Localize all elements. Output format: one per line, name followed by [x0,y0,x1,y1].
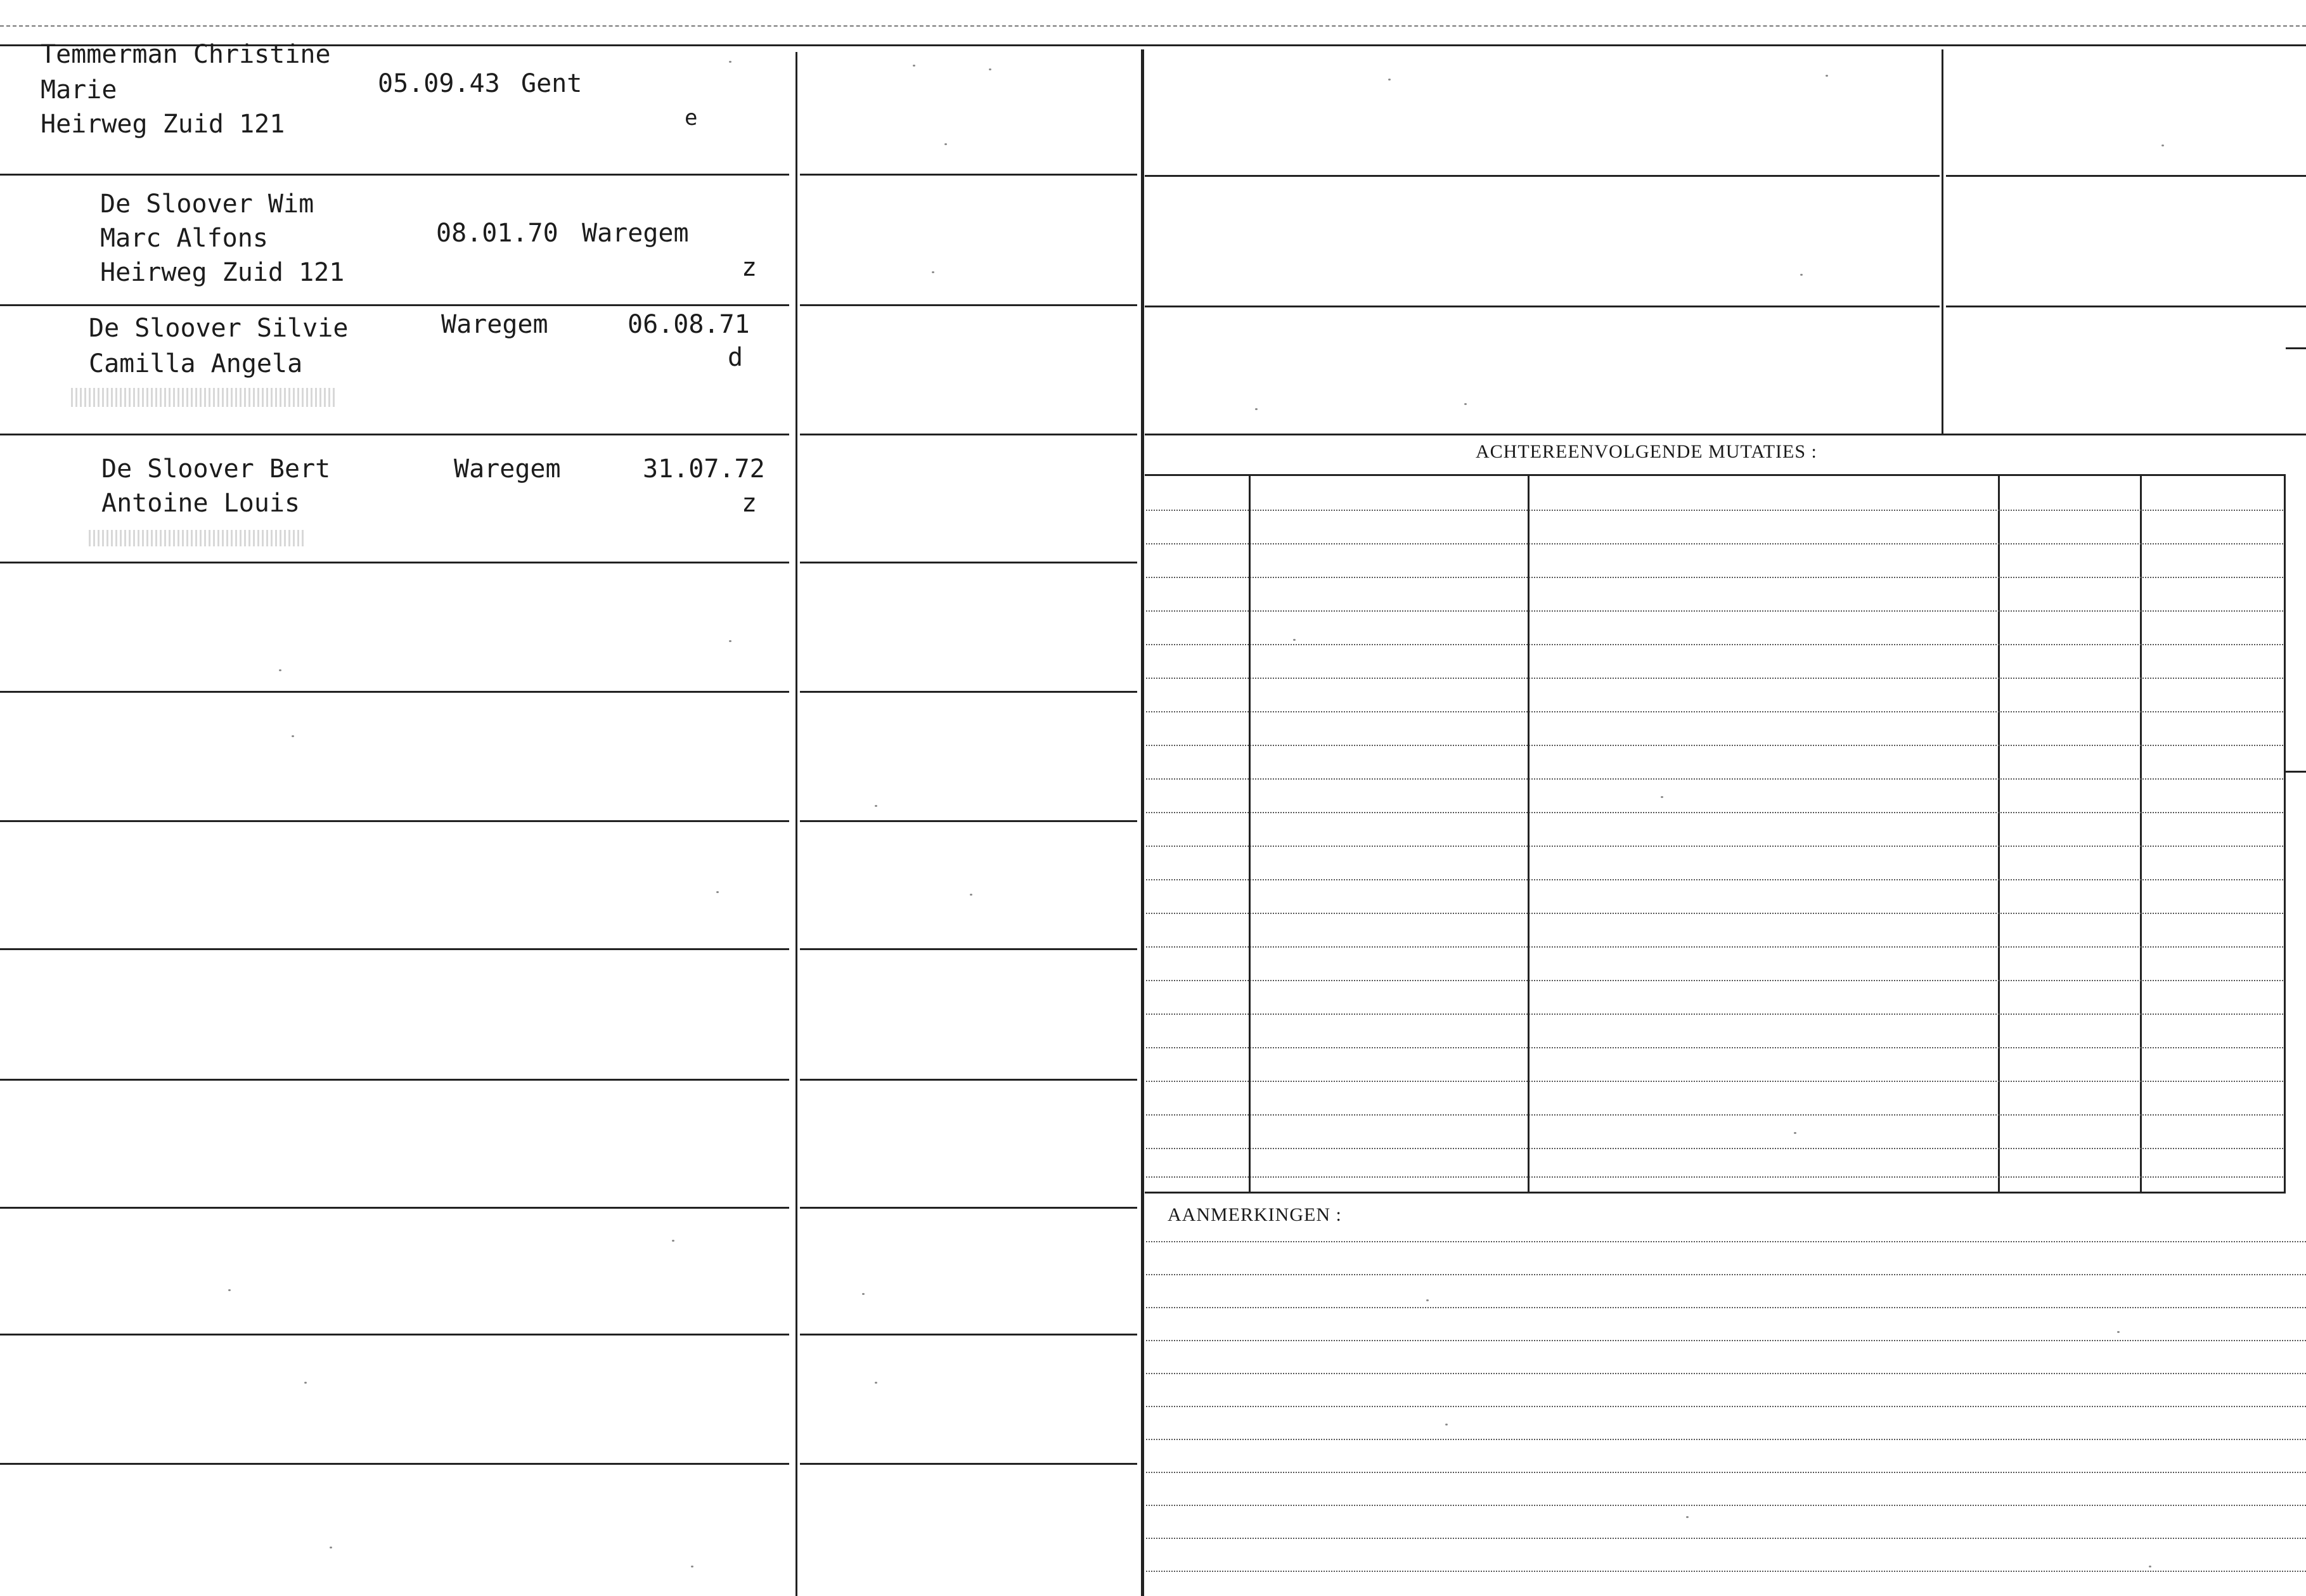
mutations-row-line [1146,577,2283,578]
row-line [0,1079,789,1081]
mutations-row-line [1146,778,2283,780]
faded-address-smudge [89,530,304,546]
birth-place: Waregem [441,310,548,339]
top-border [0,44,2306,46]
mutations-row-line [1146,913,2283,914]
birth-date: 31.07.72 [643,454,765,484]
person-name: De Sloover Bert [101,454,331,484]
row-line [0,820,789,822]
edge-tick [2286,347,2306,349]
mutations-col [1998,474,2000,1193]
mutations-row-line [1146,1114,2283,1116]
mutations-row-line [1146,711,2283,712]
mutations-col [2284,474,2286,1193]
row-line [800,1207,1137,1209]
row-line [800,948,1137,950]
mutations-row-line [1146,644,2283,645]
remarks-header: AANMERKINGEN : [1168,1204,1342,1225]
person-given-names: Camilla Angela [89,349,303,378]
faded-address-smudge [71,388,337,407]
remarks-row-line [1146,1472,2306,1473]
birth-date: 08.01.70 [436,219,558,248]
remarks-row-line [1146,1373,2306,1374]
birth-date: 06.08.71 [628,310,750,339]
right-row-line [1145,175,1940,177]
mutations-row-line [1146,980,2283,981]
relation-code: d [728,343,744,372]
row-line [800,691,1137,693]
mutations-row-line [1146,1047,2283,1048]
row-line [0,1334,789,1335]
row-line [0,304,789,306]
mutations-header: ACHTEREENVOLGENDE MUTATIES : [1476,441,1817,462]
mutations-col [2140,474,2142,1193]
remarks-row-line [1146,1439,2306,1440]
row-line [0,434,789,435]
center-divider [1141,49,1144,1596]
mutations-col [1249,474,1251,1193]
row-line [800,1463,1137,1465]
address: Heirweg Zuid 121 [41,110,285,139]
row-line [800,1079,1137,1081]
remarks-row-line [1146,1538,2306,1539]
person-given-names: Marie [41,75,117,105]
mutations-row-line [1146,1014,2283,1015]
remarks-row-line [1146,1340,2306,1341]
person-given-names: Marc Alfons [100,224,268,253]
person-given-names: Antoine Louis [101,489,300,518]
mutations-row-line [1146,543,2283,544]
mutations-row-line [1146,879,2283,880]
mutations-row-line [1146,1148,2283,1149]
row-line [800,1334,1137,1335]
edge-tick [2286,771,2306,773]
birth-place: Gent [521,69,583,98]
row-line [800,820,1137,822]
right-row-line [1946,306,2306,307]
row-line [800,562,1137,563]
mutations-row-line [1146,678,2283,679]
remarks-row-line [1146,1505,2306,1506]
mutations-row-line [1146,812,2283,813]
remarks-row-line [1146,1307,2306,1308]
upper-right-divider [1942,49,1943,434]
row-line [0,562,789,563]
person-name: Temmerman Christine [41,40,331,69]
left-column-divider [796,52,797,1596]
person-name: De Sloover Wim [100,190,314,219]
row-line [800,434,1137,435]
right-row-line [1145,434,2306,435]
mutations-top-rule [1145,474,2286,476]
remarks-row-line [1146,1274,2306,1275]
top-scan-edge [0,25,2306,27]
remarks-row-line [1146,1571,2306,1572]
mutations-row-line [1146,1081,2283,1082]
mutations-col [1528,474,1530,1193]
row-line [0,691,789,693]
mutations-row-line [1146,1176,2283,1178]
mutations-row-line [1146,610,2283,612]
row-line [0,948,789,950]
address: Heirweg Zuid 121 [100,258,345,287]
row-line [0,174,789,176]
row-line [800,174,1137,176]
remarks-row-line [1146,1406,2306,1407]
relation-code: e [685,105,698,131]
row-line [0,1207,789,1209]
row-line [800,304,1137,306]
right-row-line [1946,175,2306,177]
birth-date: 05.09.43 [378,69,500,98]
relation-code: z [742,489,757,518]
mutations-row-line [1146,745,2283,746]
person-name: De Sloover Silvie [89,314,349,343]
birth-place: Waregem [454,454,561,484]
mutations-row-line [1146,510,2283,511]
mutations-row-line [1146,846,2283,847]
relation-code: z [742,253,757,282]
birth-place: Waregem [582,219,689,248]
remarks-row-line [1146,1241,2306,1242]
row-line [0,1463,789,1465]
mutations-row-line [1146,946,2283,948]
mutations-bottom-rule [1145,1192,2286,1194]
right-row-line [1145,306,1940,307]
